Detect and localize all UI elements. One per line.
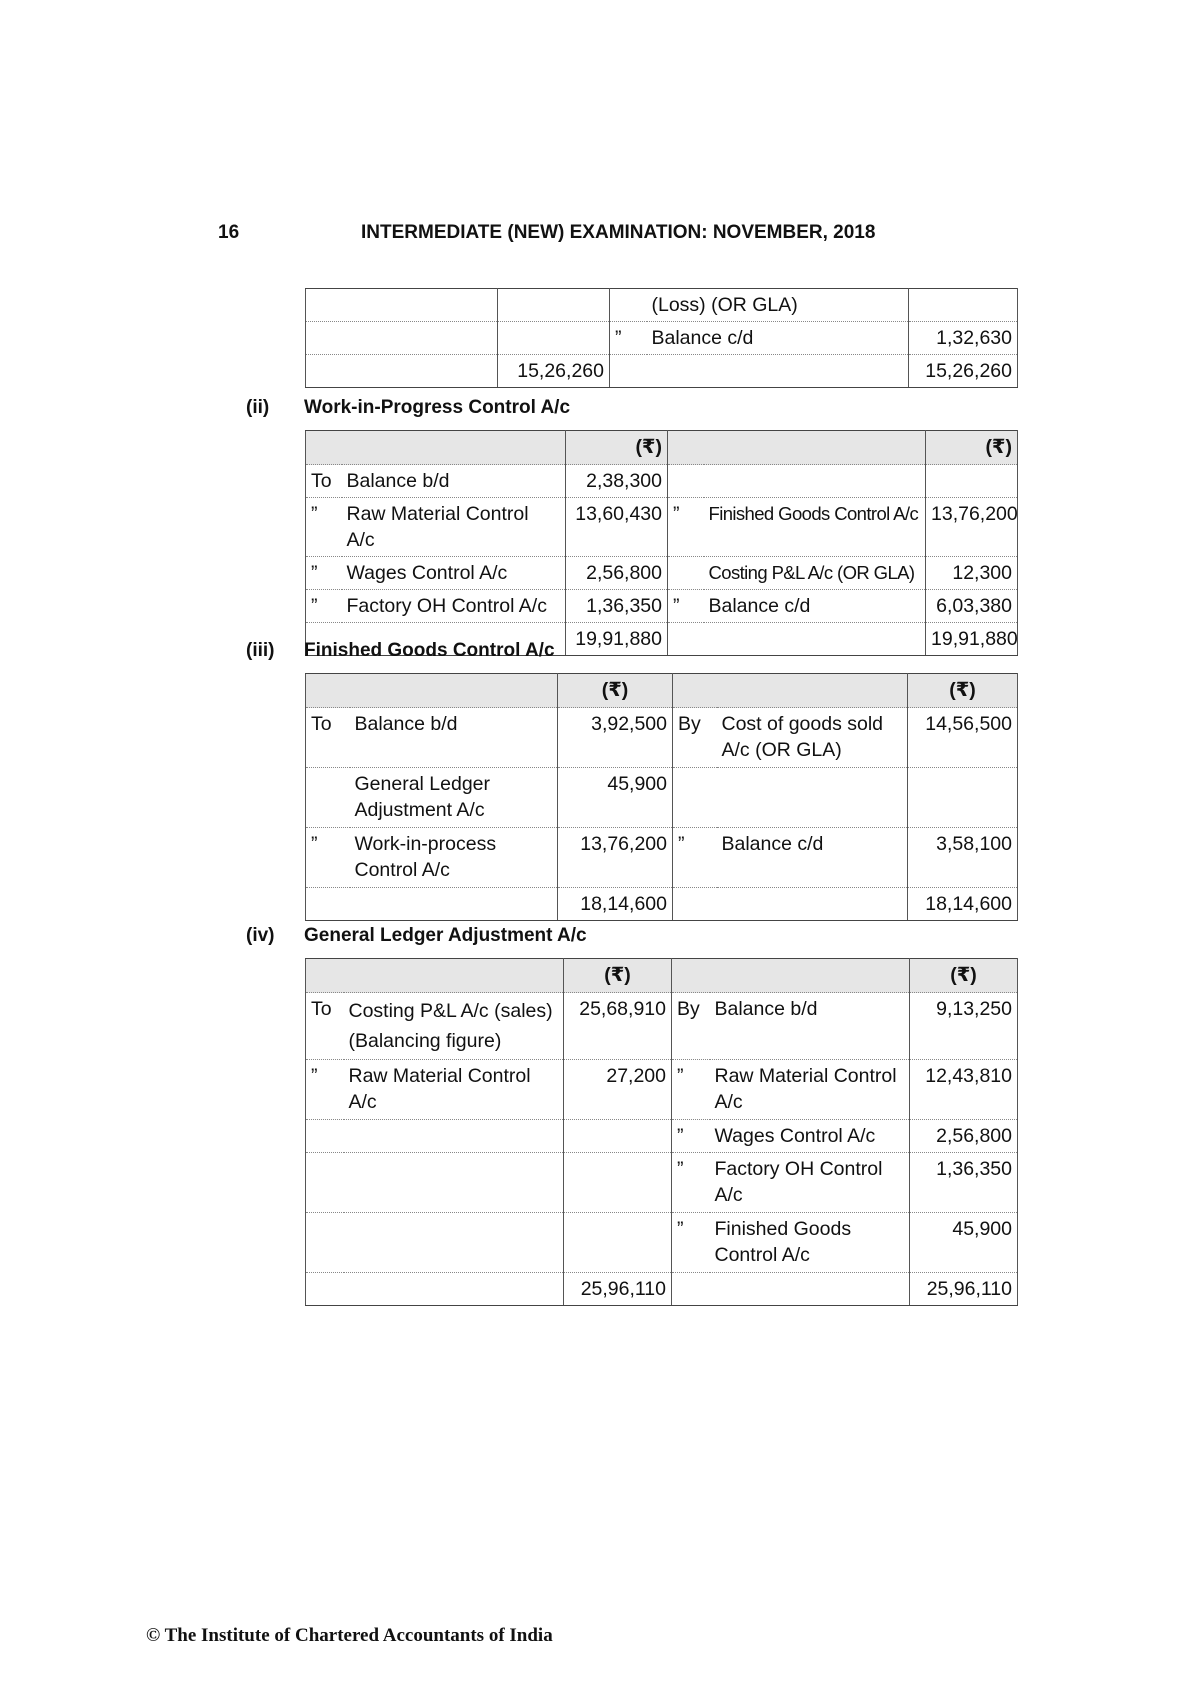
currency-label: (₹) xyxy=(566,431,668,465)
section-heading-gla xyxy=(246,925,587,947)
currency-label: (₹) xyxy=(908,674,1018,708)
cr-prefix: By xyxy=(672,993,710,1060)
cr-prefix: ” xyxy=(672,1060,710,1120)
table-row xyxy=(306,498,1018,557)
table-row xyxy=(306,768,1018,828)
dr-prefix: ” xyxy=(306,1060,344,1120)
cr-total: 19,91,880 xyxy=(926,623,1018,656)
section-heading-wip xyxy=(246,397,570,419)
table-row xyxy=(306,708,1018,768)
dr-total: 15,26,260 xyxy=(498,355,610,388)
cr-prefix: By xyxy=(673,708,717,768)
table-row xyxy=(306,828,1018,888)
dr-prefix: To xyxy=(306,708,350,768)
dr-particulars: Balance b/d xyxy=(350,708,558,768)
exam-title: INTERMEDIATE (NEW) EXAMINATION: NOVEMBER, 2018 xyxy=(361,222,876,243)
dr-amount: 13,60,430 xyxy=(566,498,668,557)
cr-total: 18,14,600 xyxy=(908,888,1018,921)
cr-prefix xyxy=(610,355,647,388)
cr-particulars: Balance c/d xyxy=(704,590,926,623)
cr-particulars: Factory OH Control A/c xyxy=(710,1153,910,1213)
section-title: Finished Goods Control A/c xyxy=(304,640,555,661)
cr-prefix: ” xyxy=(672,1153,710,1213)
dr-amount: 27,200 xyxy=(564,1060,672,1120)
cr-prefix: ” xyxy=(673,828,717,888)
dr-amount: 25,68,910 xyxy=(564,993,672,1060)
section-title: Work-in-Progress Control A/c xyxy=(304,397,571,418)
wip-ledger-table xyxy=(305,430,1018,656)
cr-amount: 6,03,380 xyxy=(926,590,1018,623)
table-row xyxy=(306,1060,1018,1120)
cr-amount: 45,900 xyxy=(910,1213,1018,1273)
cr-prefix: ” xyxy=(672,1213,710,1273)
total-row xyxy=(306,355,1018,388)
cr-amount: 13,76,200 xyxy=(926,498,1018,557)
cr-particulars: Cost of goods sold A/c (OR GLA) xyxy=(717,708,908,768)
table-row xyxy=(306,1153,1018,1213)
dr-particulars: Wages Control A/c xyxy=(342,557,566,590)
dr-particulars xyxy=(306,322,498,355)
dr-amount: 1,36,350 xyxy=(566,590,668,623)
cr-particulars: Wages Control A/c xyxy=(710,1120,910,1153)
cr-amount xyxy=(909,289,1018,322)
table-row xyxy=(306,289,1018,322)
cr-amount: 12,300 xyxy=(926,557,1018,590)
cr-amount: 9,13,250 xyxy=(910,993,1018,1060)
dr-amount xyxy=(498,289,610,322)
cr-prefix: ” xyxy=(610,322,647,355)
dr-particulars: Work-in-process Control A/c xyxy=(350,828,558,888)
currency-label: (₹) xyxy=(910,959,1018,993)
dr-amount: 2,56,800 xyxy=(566,557,668,590)
dr-prefix: ” xyxy=(306,557,342,590)
total-row xyxy=(306,888,1018,921)
currency-label: (₹) xyxy=(564,959,672,993)
currency-label: (₹) xyxy=(926,431,1018,465)
continued-ledger-table xyxy=(305,288,1018,388)
dr-particulars xyxy=(306,355,498,388)
dr-particulars: General Ledger Adjustment A/c xyxy=(350,768,558,828)
cr-amount: 2,56,800 xyxy=(910,1120,1018,1153)
table-header-row xyxy=(306,959,1018,993)
finished-goods-ledger-table xyxy=(305,673,1018,921)
currency-label: (₹) xyxy=(558,674,673,708)
dr-prefix: To xyxy=(306,993,344,1060)
cr-particulars: Finished Goods Control A/c xyxy=(704,498,926,557)
cr-amount: 12,43,810 xyxy=(910,1060,1018,1120)
cr-prefix: ” xyxy=(672,1120,710,1153)
section-number: (ii) xyxy=(246,397,270,418)
dr-amount: 13,76,200 xyxy=(558,828,673,888)
dr-particulars xyxy=(306,289,498,322)
table-row xyxy=(306,1213,1018,1273)
dr-amount xyxy=(498,322,610,355)
table-row xyxy=(306,322,1018,355)
cr-particulars: Costing P&L A/c (OR GLA) xyxy=(704,557,926,590)
cr-particulars: Balance c/d xyxy=(717,828,908,888)
gla-ledger-table xyxy=(305,958,1018,1306)
total-row xyxy=(306,1273,1018,1306)
dr-particulars: Factory OH Control A/c xyxy=(342,590,566,623)
cr-prefix: ” xyxy=(668,590,704,623)
page-number: 16 xyxy=(218,222,240,243)
cr-particulars: (Loss) (OR GLA) xyxy=(647,289,909,322)
table-row xyxy=(306,993,1018,1060)
dr-prefix: ” xyxy=(306,590,342,623)
table-header-row xyxy=(306,431,1018,465)
dr-prefix: To xyxy=(306,465,342,498)
cr-amount: 3,58,100 xyxy=(908,828,1018,888)
table-row xyxy=(306,465,1018,498)
cr-particulars xyxy=(647,355,909,388)
dr-prefix: ” xyxy=(306,498,342,557)
cr-particulars: Balance c/d xyxy=(647,322,909,355)
dr-amount: 2,38,300 xyxy=(566,465,668,498)
cr-particulars: Finished Goods Control A/c xyxy=(710,1213,910,1273)
cr-total: 25,96,110 xyxy=(910,1273,1018,1306)
section-title: General Ledger Adjustment A/c xyxy=(304,925,587,946)
cr-prefix xyxy=(610,289,647,322)
cr-amount: 1,32,630 xyxy=(909,322,1018,355)
dr-particulars: Raw Material Control A/c xyxy=(344,1060,564,1120)
section-number: (iv) xyxy=(246,925,275,946)
dr-amount: 45,900 xyxy=(558,768,673,828)
table-row xyxy=(306,557,1018,590)
table-row xyxy=(306,1120,1018,1153)
dr-particulars: Costing P&L A/c (sales) (Balancing figure) xyxy=(344,993,564,1060)
table-header-row xyxy=(306,674,1018,708)
dr-prefix: ” xyxy=(306,828,350,888)
dr-total: 19,91,880 xyxy=(566,623,668,656)
dr-particulars: Balance b/d xyxy=(342,465,566,498)
cr-prefix: ” xyxy=(668,498,704,557)
cr-particulars: Raw Material Control A/c xyxy=(710,1060,910,1120)
copyright-footer: © The Institute of Chartered Accountants of India xyxy=(146,1625,553,1646)
cr-total: 15,26,260 xyxy=(909,355,1018,388)
section-heading-finished-goods xyxy=(246,640,555,662)
cr-particulars: Balance b/d xyxy=(710,993,910,1060)
dr-amount: 3,92,500 xyxy=(558,708,673,768)
table-row xyxy=(306,590,1018,623)
cr-amount: 14,56,500 xyxy=(908,708,1018,768)
dr-total: 25,96,110 xyxy=(564,1273,672,1306)
cr-amount: 1,36,350 xyxy=(910,1153,1018,1213)
section-number: (iii) xyxy=(246,640,275,661)
dr-particulars: Raw Material Control A/c xyxy=(342,498,566,557)
dr-total: 18,14,600 xyxy=(558,888,673,921)
